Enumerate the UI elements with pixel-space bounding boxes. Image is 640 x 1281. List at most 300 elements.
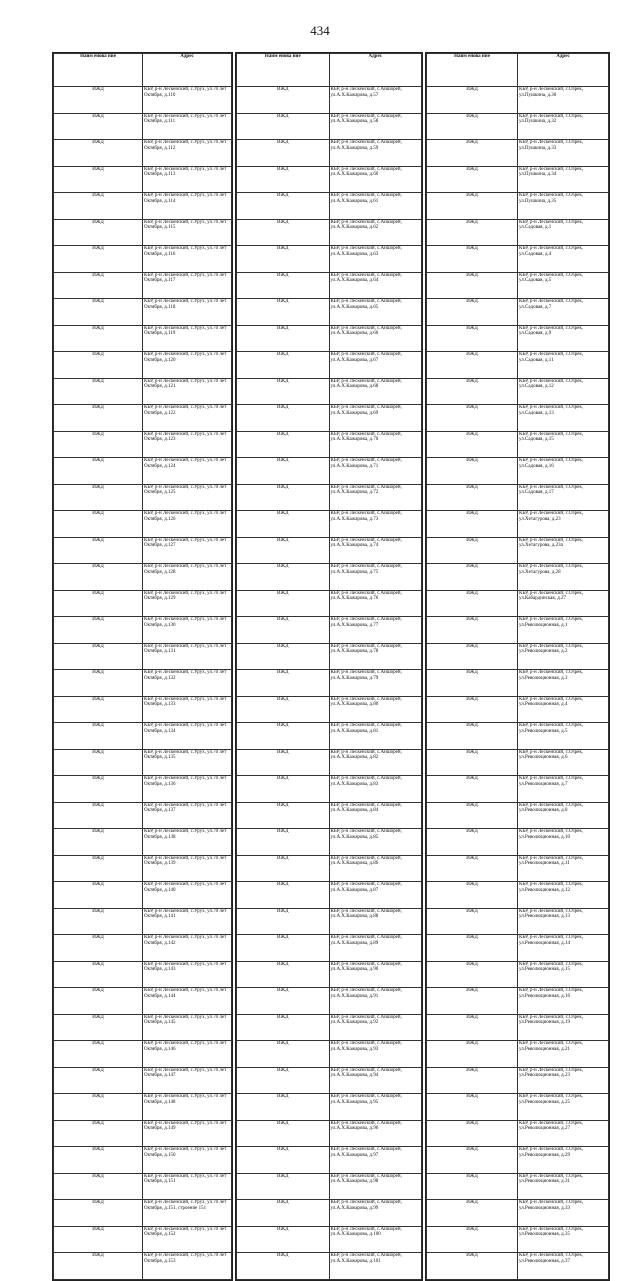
address-cell: КБР, р-н Лескенский, с.Урух, ул.70 лет Октября, д.147 [143,1067,232,1094]
table-row [427,1067,609,1094]
table-row [237,352,422,379]
building-type: ИЖД [54,1120,143,1147]
table-row [237,935,422,962]
table-row [427,723,609,750]
table-row [427,1226,609,1253]
table-row [427,299,609,326]
table-row [54,643,232,670]
building-type: ИЖД [427,193,518,220]
address-cell: КБР, р-н Лескенский, с.Урух, ул.70 лет Октября, д.143 [143,961,232,988]
table-row [237,1014,422,1041]
building-type: ИЖД [54,113,143,140]
table-row [54,246,232,273]
building-type: ИЖД [237,855,330,882]
table-row [427,87,609,114]
address-cell: КБР, р-н Лескенский, с.Аншорей, ул.А.Х.Кажарова, д.79 [329,670,422,697]
address-cell: КБР, р-н Лескенский, с.Аншорей, ул.А.Х.Кажарова, д.70 [329,431,422,458]
address-cell: КБР, р-н Лескенский, с.Озрек, ул.Кабардинская, д.27 [518,590,609,617]
building-type: ИЖД [237,166,330,193]
table-row [427,988,609,1015]
address-cell: КБР, р-н Лескенский, с.Аншорей, ул.А.Х.Кажарова, д.80 [329,696,422,723]
building-type: ИЖД [237,643,330,670]
address-cell: КБР, р-н Лескенский, с.Урух, ул.70 лет Октября, д.115 [143,219,232,246]
address-cell: КБР, р-н Лескенский, с.Озрек, ул.Революционная, д.14 [518,935,609,962]
address-cell: КБР, р-н Лескенский, с.Аншорей, ул.А.Х.Кажарова, д.96 [329,1120,422,1147]
header-type: Наим енова ние [427,54,518,87]
table-row [54,458,232,485]
address-cell: КБР, р-н Лескенский, с.Урух, ул.70 лет Октября, д.113 [143,166,232,193]
building-type: ИЖД [237,246,330,273]
building-type: ИЖД [427,1147,518,1174]
table-row [54,1253,232,1280]
table-row [237,1200,422,1227]
building-type: ИЖД [237,299,330,326]
building-type: ИЖД [427,458,518,485]
building-type: ИЖД [237,1200,330,1227]
building-type: ИЖД [54,802,143,829]
building-type: ИЖД [427,1067,518,1094]
address-cell: КБР, р-н Лескенский, с.Озрек, ул.Пушкина, д.32 [518,113,609,140]
building-type: ИЖД [237,1041,330,1068]
building-type: ИЖД [54,431,143,458]
address-cell: КБР, р-н Лескенский, с.Озрек, ул.Революционная, д.21 [518,1041,609,1068]
building-type: ИЖД [427,723,518,750]
building-type: ИЖД [237,723,330,750]
address-cell: КБР, р-н Лескенский, с.Озрек, ул.Хетагурова, д.28 [518,564,609,591]
building-type: ИЖД [237,352,330,379]
table-row [427,140,609,167]
table-row [54,723,232,750]
table-row [54,829,232,856]
table-header-row [54,54,232,87]
table-row [237,219,422,246]
building-type: ИЖД [427,140,518,167]
address-cell: КБР, р-н Лескенский, с.Аншорей, ул.А.Х.Кажарова, д.63 [329,246,422,273]
address-cell: КБР, р-н Лескенский, с.Озрек, ул.Революционная, д.6 [518,749,609,776]
building-type: ИЖД [427,511,518,538]
table-row [237,829,422,856]
address-cell: КБР, р-н Лескенский, с.Аншорей, ул.А.Х.Кажарова, д.83 [329,776,422,803]
address-table-columns [52,52,610,1281]
table-row [237,988,422,1015]
building-type: ИЖД [54,855,143,882]
address-cell: КБР, р-н Лескенский, с.Аншорей, ул.А.Х.Кажарова, д.84 [329,802,422,829]
address-cell: КБР, р-н Лескенский, с.Урух, ул.70 лет Октября, д.118 [143,299,232,326]
table-row [237,908,422,935]
address-cell: КБР, р-н Лескенский, с.Урух, ул.70 лет Октября, д.148 [143,1094,232,1121]
address-cell: КБР, р-н Лескенский, с.Озрек, ул.Революционная, д.35 [518,1226,609,1253]
table-row [54,219,232,246]
building-type: ИЖД [237,1147,330,1174]
building-type: ИЖД [427,352,518,379]
building-type: ИЖД [54,935,143,962]
building-type: ИЖД [427,484,518,511]
table-row [237,855,422,882]
address-cell: КБР, р-н Лескенский, с.Аншорей, ул.А.Х.Кажарова, д.61 [329,193,422,220]
address-cell: КБР, р-н Лескенский, с.Аншорей, ул.А.Х.Кажарова, д.82 [329,749,422,776]
address-cell: КБР, р-н Лескенский, с.Озрек, ул.Революционная, д.11 [518,855,609,882]
building-type: ИЖД [427,961,518,988]
table-row [427,1041,609,1068]
building-type: ИЖД [427,776,518,803]
address-cell: КБР, р-н Лескенский, с.Озрек, ул.Садовая, д.13 [518,405,609,432]
table-row [237,749,422,776]
table-row [427,246,609,273]
building-type: ИЖД [54,1094,143,1121]
address-cell: КБР, р-н Лескенский, с.Аншорей, ул.А.Х.Кажарова, д.69 [329,405,422,432]
address-cell: КБР, р-н Лескенский, с.Аншорей, ул.А.Х.Кажарова, д.86 [329,855,422,882]
building-type: ИЖД [427,908,518,935]
address-cell: КБР, р-н Лескенский, с.Урух, ул.70 лет Октября, д.127 [143,537,232,564]
address-cell: КБР, р-н Лескенский, с.Озрек, ул.Садовая, д.16 [518,458,609,485]
address-cell: КБР, р-н Лескенский, с.Аншорей, ул.А.Х.Кажарова, д.85 [329,829,422,856]
address-cell: КБР, р-н Лескенский, с.Озрек, ул.Революционная, д.13 [518,908,609,935]
building-type: ИЖД [427,988,518,1015]
building-type: ИЖД [427,802,518,829]
building-type: ИЖД [427,617,518,644]
address-cell: КБР, р-н Лескенский, с.Урух, ул.70 лет Октября, д.137 [143,802,232,829]
building-type: ИЖД [54,829,143,856]
table-row [54,1120,232,1147]
table-row [427,855,609,882]
building-type: ИЖД [237,1094,330,1121]
address-cell: КБР, р-н Лескенский, с.Аншорей, ул.А.Х.Кажарова, д.93 [329,1041,422,1068]
building-type: ИЖД [54,1147,143,1174]
building-type: ИЖД [54,166,143,193]
address-cell: КБР, р-н Лескенский, с.Озрек, ул.Садовая, д.4 [518,246,609,273]
address-cell: КБР, р-н Лескенский, с.Аншорей, ул.А.Х.Кажарова, д.57 [329,87,422,114]
address-cell: КБР, р-н Лескенский, с.Озрек, ул.Революционная, д.16 [518,988,609,1015]
building-type: ИЖД [427,166,518,193]
building-type: ИЖД [427,1200,518,1227]
table-row [427,908,609,935]
table-row [237,882,422,909]
building-type: ИЖД [54,87,143,114]
table-row [427,484,609,511]
building-type: ИЖД [54,458,143,485]
building-type: ИЖД [54,1200,143,1227]
address-cell: КБР, р-н Лескенский, с.Аншорей, ул.А.Х.Кажарова, д.88 [329,908,422,935]
table-row [427,1173,609,1200]
address-cell: КБР, р-н Лескенский, с.Урух, ул.70 лет Октября, д.142 [143,935,232,962]
building-type: ИЖД [427,87,518,114]
address-cell: КБР, р-н Лескенский, с.Озрек, ул.Революционная, д.31 [518,1173,609,1200]
address-cell: КБР, р-н Лескенский, с.Аншорей, ул.А.Х.Кажарова, д.60 [329,166,422,193]
table-row [237,378,422,405]
address-cell: КБР, р-н Лескенский, с.Урух, ул.70 лет Октября, д.116 [143,246,232,273]
building-type: ИЖД [427,431,518,458]
table-row [237,325,422,352]
address-cell: КБР, р-н Лескенский, с.Аншорей, ул.А.Х.Кажарова, д.89 [329,935,422,962]
address-cell: КБР, р-н Лескенский, с.Озрек, ул.Революционная, д.8 [518,802,609,829]
table-row [54,564,232,591]
building-type: ИЖД [54,776,143,803]
table-row [427,537,609,564]
building-type: ИЖД [54,723,143,750]
address-cell: КБР, р-н Лескенский, с.Урух, ул.70 лет Октября, д.135 [143,749,232,776]
table-row [427,617,609,644]
building-type: ИЖД [54,537,143,564]
address-cell: КБР, р-н Лескенский, с.Аншорей, ул.А.Х.Кажарова, д.68 [329,378,422,405]
address-cell: КБР, р-н Лескенский, с.Аншорей, ул.А.Х.Кажарова, д.77 [329,617,422,644]
address-cell: КБР, р-н Лескенский, с.Урух, ул.70 лет Октября, д.139 [143,855,232,882]
table-row [237,405,422,432]
page-number: 434 [310,23,330,38]
table-row [54,749,232,776]
building-type: ИЖД [54,272,143,299]
table-row [237,723,422,750]
building-type: ИЖД [54,1014,143,1041]
address-cell: КБР, р-н Лескенский, с.Урух, ул.70 лет Октября, д.117 [143,272,232,299]
building-type: ИЖД [237,670,330,697]
address-cell: КБР, р-н Лескенский, с.Аншорей, ул.А.Х.Кажарова, д.92 [329,1014,422,1041]
address-cell: КБР, р-н Лескенский, с.Урух, ул.70 лет Октября, д.149 [143,1120,232,1147]
address-cell: КБР, р-н Лескенский, с.Урух, ул.70 лет Октября, д.130 [143,617,232,644]
table-row [54,1067,232,1094]
table-row [427,696,609,723]
building-type: ИЖД [427,246,518,273]
header-address: Адрес [143,54,232,87]
header-type: Наим енова ние [54,54,143,87]
building-type: ИЖД [54,352,143,379]
address-cell: КБР, р-н Лескенский, с.Озрек, ул.Революционная, д.33 [518,1200,609,1227]
table-row [54,272,232,299]
address-cell: КБР, р-н Лескенский, с.Аншорей, ул.А.Х.Кажарова, д.58 [329,113,422,140]
table-row [427,776,609,803]
table-row [427,193,609,220]
building-type: ИЖД [54,961,143,988]
table-row [54,1147,232,1174]
table-row [237,166,422,193]
address-cell: КБР, р-н Лескенский, с.Озрек, ул.Пушкина, д.34 [518,166,609,193]
table-row [427,749,609,776]
address-table [53,53,232,1280]
table-row [427,643,609,670]
table-row [54,352,232,379]
table-row [427,431,609,458]
table-row [54,988,232,1015]
building-type: ИЖД [237,458,330,485]
table-header-row [237,54,422,87]
address-cell: КБР, р-н Лескенский, с.Аншорей, ул.А.Х.Кажарова, д.76 [329,590,422,617]
address-cell: КБР, р-н Лескенский, с.Озрек, ул.Революционная, д.3 [518,670,609,697]
building-type: ИЖД [54,1253,143,1280]
table-row [54,537,232,564]
table-row [427,670,609,697]
building-type: ИЖД [237,1173,330,1200]
address-cell: КБР, р-н Лескенский, с.Урух, ул.70 лет Октября, д.150 [143,1147,232,1174]
building-type: ИЖД [427,299,518,326]
table-row [237,776,422,803]
table-row [237,484,422,511]
building-type: ИЖД [427,537,518,564]
address-column-3 [425,52,610,1281]
address-cell: КБР, р-н Лескенский, с.Озрек, ул.Пушкина, д.30 [518,87,609,114]
building-type: ИЖД [427,219,518,246]
table-row [427,352,609,379]
building-type: ИЖД [237,829,330,856]
building-type: ИЖД [237,564,330,591]
address-cell: КБР, р-н Лескенский, с.Аншорей, ул.А.Х.Кажарова, д.78 [329,643,422,670]
building-type: ИЖД [427,378,518,405]
table-row [237,537,422,564]
table-row [54,511,232,538]
building-type: ИЖД [237,617,330,644]
address-cell: КБР, р-н Лескенский, с.Урух, ул.70 лет Октября, д.110 [143,87,232,114]
address-cell: КБР, р-н Лескенский, с.Озрек, ул.Революционная, д.1 [518,617,609,644]
building-type: ИЖД [427,272,518,299]
building-type: ИЖД [237,140,330,167]
table-row [237,1041,422,1068]
table-row [237,617,422,644]
building-type: ИЖД [54,908,143,935]
address-cell: КБР, р-н Лескенский, с.Озрек, ул.Садовая, д.9 [518,325,609,352]
address-cell: КБР, р-н Лескенский, с.Озрек, ул.Хетагурова, д.23а [518,537,609,564]
address-column-1 [52,52,233,1281]
address-cell: КБР, р-н Лескенский, с.Урух, ул.70 лет Октября, д.126 [143,511,232,538]
table-row [427,325,609,352]
table-row [427,882,609,909]
building-type: ИЖД [54,299,143,326]
address-cell: КБР, р-н Лескенский, с.Урух, ул.70 лет Октября, д.119 [143,325,232,352]
building-type: ИЖД [427,749,518,776]
address-cell: КБР, р-н Лескенский, с.Озрек, ул.Революционная, д.25 [518,1094,609,1121]
address-cell: КБР, р-н Лескенский, с.Аншорей, ул.А.Х.Кажарова, д.101 [329,1253,422,1280]
building-type: ИЖД [54,193,143,220]
address-table [426,53,609,1280]
address-cell: КБР, р-н Лескенский, с.Урух, ул.70 лет Октября, д.151 [143,1173,232,1200]
address-cell: КБР, р-н Лескенский, с.Урух, ул.70 лет Октября, д.132 [143,670,232,697]
building-type: ИЖД [237,405,330,432]
building-type: ИЖД [427,590,518,617]
building-type: ИЖД [427,643,518,670]
building-type: ИЖД [237,1120,330,1147]
address-cell: КБР, р-н Лескенский, с.Озрек, ул.Революционная, д.15 [518,961,609,988]
table-row [54,299,232,326]
building-type: ИЖД [427,882,518,909]
table-row [54,325,232,352]
table-row [237,1120,422,1147]
table-row [54,802,232,829]
address-cell: КБР, р-н Лескенский, с.Аншорей, ул.А.Х.Кажарова, д.73 [329,511,422,538]
address-cell: КБР, р-н Лескенский, с.Урух, ул.70 лет Октября, д.145 [143,1014,232,1041]
address-cell: КБР, р-н Лескенский, с.Урух, ул.70 лет Октября, д.138 [143,829,232,856]
address-cell: КБР, р-н Лескенский, с.Урух, ул.70 лет Октября, д.120 [143,352,232,379]
table-row [54,1014,232,1041]
building-type: ИЖД [54,1173,143,1200]
building-type: ИЖД [427,935,518,962]
building-type: ИЖД [54,484,143,511]
address-cell: КБР, р-н Лескенский, с.Урух, ул.70 лет Октября, д.144 [143,988,232,1015]
address-cell: КБР, р-н Лескенский, с.Озрек, ул.Революционная, д.4 [518,696,609,723]
address-cell: КБР, р-н Лескенский, с.Озрек, ул.Садовая, д.17 [518,484,609,511]
address-cell: КБР, р-н Лескенский, с.Урух, ул.70 лет Октября, д.123 [143,431,232,458]
building-type: ИЖД [54,1041,143,1068]
building-type: ИЖД [237,696,330,723]
building-type: ИЖД [237,87,330,114]
table-row [427,935,609,962]
address-cell: КБР, р-н Лескенский, с.Урух, ул.70 лет Октября, д.140 [143,882,232,909]
building-type: ИЖД [427,564,518,591]
building-type: ИЖД [427,405,518,432]
table-row [54,670,232,697]
table-header-row [427,54,609,87]
address-cell: КБР, р-н Лескенский, с.Аншорей, ул.А.Х.Кажарова, д.59 [329,140,422,167]
building-type: ИЖД [237,1253,330,1280]
table-row [427,1120,609,1147]
building-type: ИЖД [237,802,330,829]
table-row [427,405,609,432]
address-cell: КБР, р-н Лескенский, с.Урух, ул.70 лет Октября, д.136 [143,776,232,803]
address-table [236,53,422,1280]
address-cell: КБР, р-н Лескенский, с.Аншорей, ул.А.Х.Кажарова, д.66 [329,325,422,352]
address-cell: КБР, р-н Лескенский, с.Урух, ул.70 лет Октября, д.122 [143,405,232,432]
building-type: ИЖД [54,140,143,167]
address-cell: КБР, р-н Лескенский, с.Урух, ул.70 лет Октября, д.131 [143,643,232,670]
table-row [237,113,422,140]
address-cell: КБР, р-н Лескенский, с.Озрек, ул.Садовая, д.5 [518,272,609,299]
building-type: ИЖД [54,405,143,432]
table-row [54,855,232,882]
address-cell: КБР, р-н Лескенский, с.Урух, ул.70 лет Октября, д.151, строение 151 [143,1200,232,1227]
table-row [54,882,232,909]
building-type: ИЖД [427,1253,518,1280]
address-cell: КБР, р-н Лескенский, с.Урух, ул.70 лет Октября, д.141 [143,908,232,935]
building-type: ИЖД [237,431,330,458]
table-row [54,405,232,432]
address-cell: КБР, р-н Лескенский, с.Озрек, ул.Революционная, д.23 [518,1067,609,1094]
table-row [54,140,232,167]
address-cell: КБР, р-н Лескенский, с.Аншорей, ул.А.Х.Кажарова, д.67 [329,352,422,379]
table-row [237,961,422,988]
table-row [427,113,609,140]
address-cell: КБР, р-н Лескенский, с.Аншорей, ул.А.Х.Кажарова, д.75 [329,564,422,591]
building-type: ИЖД [427,1041,518,1068]
address-cell: КБР, р-н Лескенский, с.Урух, ул.70 лет Октября, д.112 [143,140,232,167]
address-cell: КБР, р-н Лескенский, с.Озрек, ул.Революционная, д.5 [518,723,609,750]
building-type: ИЖД [237,908,330,935]
building-type: ИЖД [427,829,518,856]
building-type: ИЖД [427,325,518,352]
table-row [237,140,422,167]
building-type: ИЖД [54,325,143,352]
table-row [54,776,232,803]
table-row [54,1173,232,1200]
address-cell: КБР, р-н Лескенский, с.Урух, ул.70 лет Октября, д.153 [143,1253,232,1280]
table-row [237,1226,422,1253]
table-row [427,1014,609,1041]
address-cell: КБР, р-н Лескенский, с.Урух, ул.70 лет Октября, д.152 [143,1226,232,1253]
address-cell: КБР, р-н Лескенский, с.Озрек, ул.Садовая, д.1 [518,219,609,246]
building-type: ИЖД [237,749,330,776]
address-cell: КБР, р-н Лескенский, с.Озрек, ул.Революционная, д.2 [518,643,609,670]
address-cell: КБР, р-н Лескенский, с.Урух, ул.70 лет Октября, д.114 [143,193,232,220]
building-type: ИЖД [237,590,330,617]
table-row [54,696,232,723]
header-address: Адрес [518,54,609,87]
address-cell: КБР, р-н Лескенский, с.Озрек, ул.Садовая, д.12 [518,378,609,405]
building-type: ИЖД [237,511,330,538]
table-row [54,113,232,140]
address-cell: КБР, р-н Лескенский, с.Аншорей, ул.А.Х.Кажарова, д.100 [329,1226,422,1253]
table-row [237,246,422,273]
address-cell: КБР, р-н Лескенский, с.Аншорей, ул.А.Х.Кажарова, д.65 [329,299,422,326]
address-cell: КБР, р-н Лескенский, с.Аншорей, ул.А.Х.Кажарова, д.87 [329,882,422,909]
building-type: ИЖД [54,988,143,1015]
building-type: ИЖД [237,193,330,220]
address-cell: КБР, р-н Лескенский, с.Урух, ул.70 лет Октября, д.129 [143,590,232,617]
table-row [237,670,422,697]
